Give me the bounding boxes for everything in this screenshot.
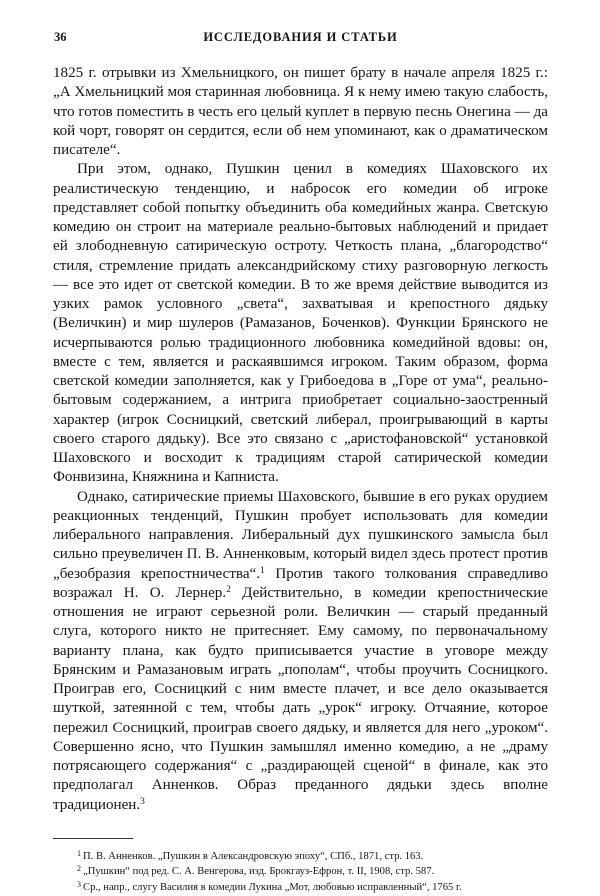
footnote-number: 3 xyxy=(77,879,81,889)
footnote-ref-3[interactable]: 3 xyxy=(140,796,145,807)
paragraph-3-part-a: Однако, сатирические приемы Шаховского, бывшие в его руках орудием реакционных тенденций, Пушкин пробует использовать для комедии либерального направления. Либеральный дух пушкинского замысла был сильно преувеличен П. В. Анненковым, который видел здесь протест против „безобразия крепостничества“. xyxy=(53,488,548,582)
running-title: ИССЛЕДОВАНИЯ И СТАТЬИ xyxy=(203,30,398,44)
footnote-2 xyxy=(53,864,548,880)
paragraph-3-part-c: Действительно, в комедии крепостнические отношения не играют серьезной роли. Величкин — старый преданный слуга, которого никто не притесняет. Ему самому, по первоначальному варианту плана, как будто приписывается участие в уговоре между Брянским и Рамазановым играть „пополам“, чтобы проучить Сосницкого. Проиграв его, Сосницкий с ним вместе плачет, и все дело оказывается шуткой, затеянной с тем, чтобы дать „урок“ игроку. Отчаяние, которое пережил Сосницкий, проиграв своего дядьку, и является для него „уроком“. Совершенно ясно, что Пушкин замышлял именно комедию, а не „драму потрясающего содержания“ с „раздирающей сценой“ в финале, как это предполагал Анненков. Образ преданного дядьки здесь вполне традиционен. xyxy=(53,584,549,813)
footnotes xyxy=(53,849,548,896)
footnote-ref-2[interactable]: 2 xyxy=(226,584,231,595)
page-number: 36 xyxy=(54,30,67,44)
paragraph-3-part-b: Против такого толкования справедливо возражал Н. О. Лернер. xyxy=(53,565,548,601)
footnote-1 xyxy=(53,849,548,865)
footnote-3 xyxy=(53,880,548,896)
footnote-divider xyxy=(53,838,133,839)
page-header xyxy=(53,30,548,50)
footnote-number: 2 xyxy=(77,864,81,874)
footnote-number: 1 xyxy=(77,848,81,858)
footnote-text: Ср., напр., слугу Василия в комедии Лукина „Мот, любовью исправленный“, 1765 г. xyxy=(83,881,462,893)
paragraph-1: 1825 г. отрывки из Хмельницкого, он пишет брату в начале апреля 1825 г.: „А Хмельницкий моя старинная любовница. Я к нему имею такую слабость, что готов поместить в честь его целый куплет в первую песнь Онегина — да кой чорт, говорят он сердится, если об нем упоминают, как о драматическом писателе“. xyxy=(53,65,548,158)
footnote-text: „Пушкин“ под ред. С. А. Венгерова, изд. Брокгауз-Ефрон, т. II, 1908, стр. 587. xyxy=(83,866,435,878)
body-text xyxy=(53,64,548,815)
paragraph-3 xyxy=(53,488,548,815)
footnote-text: П. В. Анненков. „Пушкин в Александровскую эпоху“, СПб., 1871, стр. 163. xyxy=(83,850,424,862)
footnote-ref-1[interactable]: 1 xyxy=(260,565,265,576)
paragraph-2: При этом, однако, Пушкин ценил в комедиях Шаховского их реалистическую тенденцию, и набросок его комедии об игроке представляет собой попытку объединить оба комедийных жанра. Светскую комедию он строит на материале реально-бытовых наблюдений и придает ей злободневную сатирическую остроту. Четкость плана, „благородство“ стиля, стремление придать александрийскому стиху разговорную легкость — все это идет от светской комедии. В то же время действие выводится из узких рамок условного „света“, захватывая и крепостного дядьку (Величкин) и мир шулеров (Рамазанов, Боченков). Функции Брянского не исчерпываются ролью традиционного любовника комедийной вдовы: он, вместе с тем, является и раскаявшимся игроком. Таким образом, форма светской комедии заполняется, как у Грибоедова в „Горе от ума“, реально-бытовым содержанием, а интрига приобретает социально-заостренный характер (игрок Сосницкий, светский либерал, проигрывающий в карты своего старого дядьку). Все это связано с „аристофановской“ установкой Шаховского и восходит к традициям старой сатирической комедии Фонвизина, Княжнина и Капниста. xyxy=(53,161,548,486)
